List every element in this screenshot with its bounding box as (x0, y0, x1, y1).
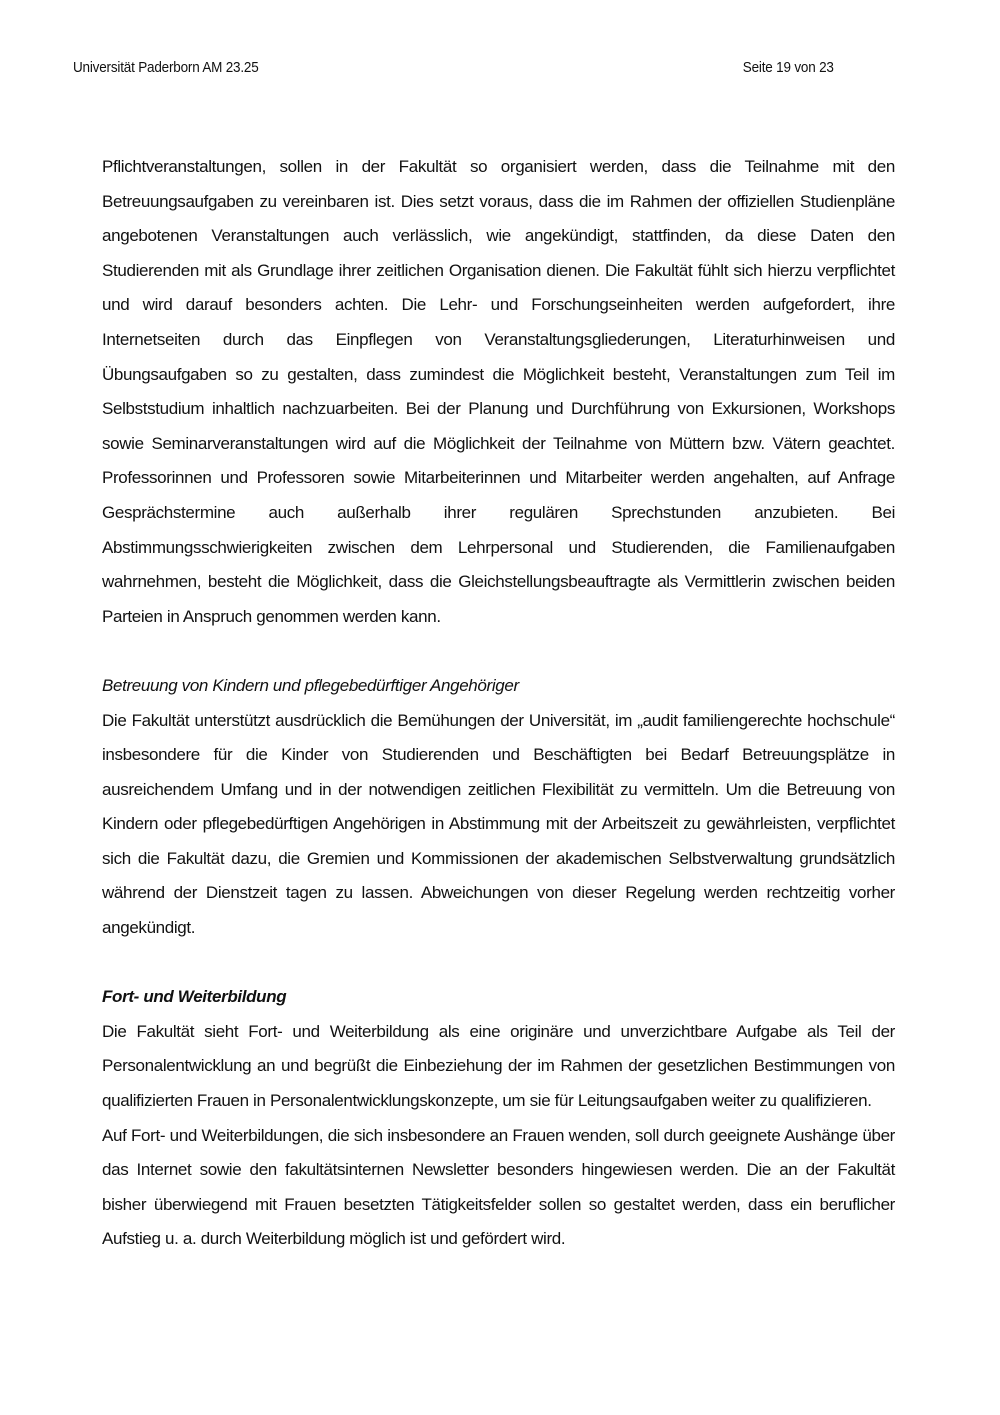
section-spacer (102, 946, 895, 981)
intro-paragraph: Pflichtveranstaltungen, sollen in der Fakultät so organisiert werden, dass die Teilnahme mit den Betreuungsaufgaben zu vereinbaren ist. Dies setzt voraus, dass die im Rahmen der offiziellen Studienpläne angebotenen Veranstaltungen auch verlässlich, wie angekündigt, stattfinden, da diese Daten den Studierenden mit als Grundlage ihrer zeitlichen Organisation dienen. Die Fakultät fühlt sich hierzu verpflichtet und wird darauf besonders achten. Die Lehr- und Forschungseinheiten werden aufgefordert, ihre Internetseiten durch das Einpflegen von Veranstaltungsgliederungen, Literaturhinweisen und Übungsaufgaben so zu gestalten, dass zumindest die Möglichkeit besteht, Veranstaltungen zum Teil im Selbststudium inhaltlich nachzuarbeiten. Bei der Planung und Durchführung von Exkursionen, Workshops sowie Seminarveranstaltungen wird auf die Möglichkeit der Teilnahme von Müttern bzw. Vätern geachtet. Professorinnen und Professoren sowie Mitarbeiterinnen und Mitarbeiter werden angehalten, auf Anfrage Gesprächstermine auch außerhalb ihrer regulären Sprechstunden anzubieten. Bei Abstimmungsschwierigkeiten zwischen dem Lehrpersonal und Studierenden, die Familienaufgaben wahrnehmen, besteht die Möglichkeit, dass die Gleichstellungsbeauftragte als Vermittlerin zwischen beiden Parteien in Anspruch genommen werden kann. (102, 157, 895, 626)
section-body-training-continued: Auf Fort- und Weiterbildungen, die sich insbesondere an Frauen wenden, soll durch geeignete Aushänge über das Internet sowie den fakultätsinternen Newsletter besonders hingewiesen werden. Die an der Fakultät bisher überwiegend mit Frauen besetzten Tätigkeitsfelder sollen so gestaltet werden, dass ein beruflicher Aufstieg u. a. durch Weiterbildung möglich ist und gefördert wird. (102, 1125, 895, 1249)
section-heading-training: Fort- und Weiterbildung (102, 987, 287, 1007)
section-body-childcare: Die Fakultät unterstützt ausdrücklich die Bemühungen der Universität, im „audit familiengerechte hochschule“ insbesondere für die Kinder von Studierenden und Beschäftigten bei Bedarf Betreuungsplätze in ausreichendem Umfang und in der notwendigen zeitlichen Flexibilität zu vermitteln. Um die Betreuung von Kindern oder pflegebedürftigen Angehörigen in Abstimmung mit der Arbeitszeit zu gewährleisten, verpflichtet sich die Fakultät dazu, die Gremien und Kommissionen der akademischen Selbstverwaltung grundsätzlich während der Dienstzeit tagen zu lassen. Abweichungen von dieser Regelung werden rechtzeitig vorher angekündigt. (102, 710, 895, 938)
page-header (73, 60, 834, 82)
section-heading-childcare: Betreuung von Kindern und pflegebedürftiger Angehöriger (102, 675, 519, 695)
document-reference: Universität Paderborn AM 23.25 (73, 60, 259, 76)
section-body-training: Die Fakultät sieht Fort- und Weiterbildung als eine originäre und unverzichtbare Aufgabe als Teil der Personalentwicklung an und begrüßt die Einbeziehung der im Rahmen der gesetzlichen Bestimmungen von qualifizierten Frauen in Personalentwicklungskonzepte, um sie für Leitungsaufgaben weiter zu qualifizieren. (102, 1021, 895, 1111)
document-body (102, 150, 895, 1257)
section-spacer (102, 634, 895, 669)
page-number: Seite 19 von 23 (742, 60, 834, 76)
